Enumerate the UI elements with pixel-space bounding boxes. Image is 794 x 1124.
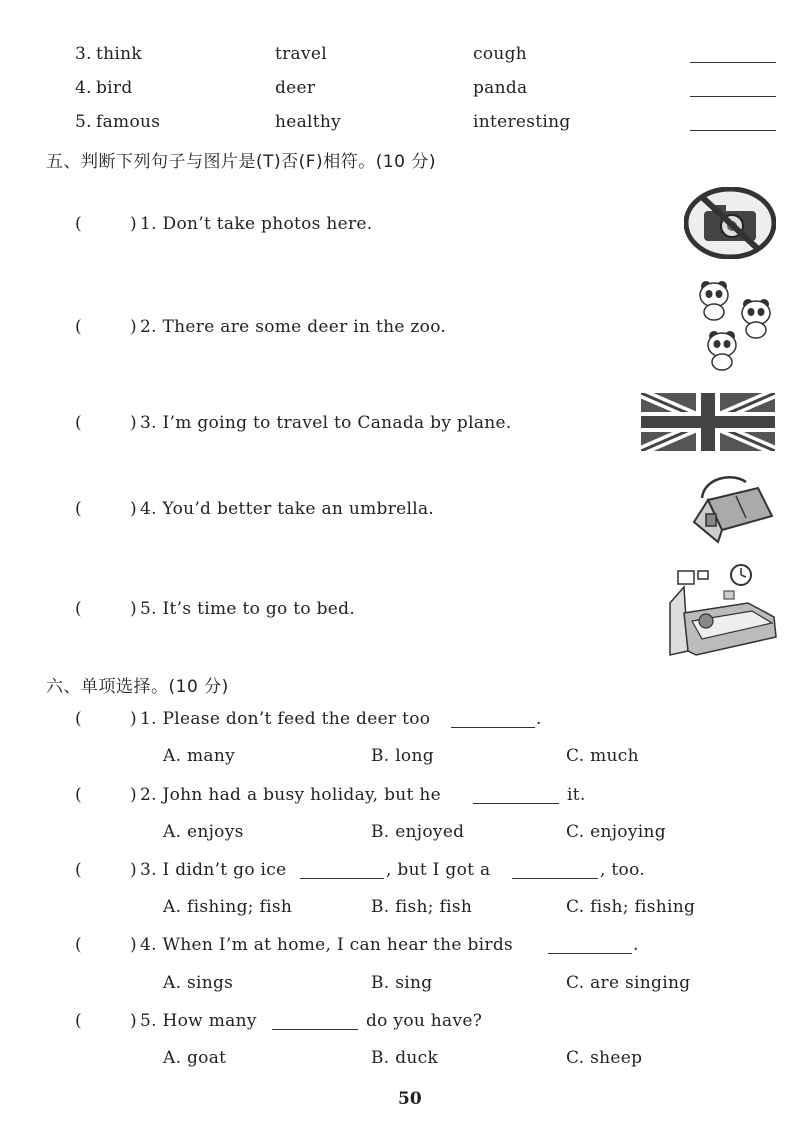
answer-slot[interactable] — [86, 1007, 128, 1033]
row-number: 5. — [75, 112, 92, 132]
word: travel — [275, 44, 327, 64]
close-paren: ) — [130, 860, 137, 880]
answer-blank[interactable] — [690, 62, 776, 63]
answer-blank[interactable] — [512, 878, 598, 879]
answer-slot[interactable] — [86, 210, 128, 236]
close-paren: ) — [130, 214, 137, 234]
close-paren: ) — [130, 413, 137, 433]
item-text: 2. There are some deer in the zoo. — [140, 317, 447, 337]
option-c[interactable]: C. are singing — [566, 973, 691, 993]
option-c[interactable]: C. enjoying — [566, 822, 666, 842]
answer-slot[interactable] — [86, 495, 128, 521]
open-paren: ( — [75, 413, 82, 433]
option-b[interactable]: B. enjoyed — [371, 822, 465, 842]
option-a[interactable]: A. sings — [163, 973, 234, 993]
answer-slot[interactable] — [86, 781, 128, 807]
option-b[interactable]: B. sing — [371, 973, 433, 993]
word: panda — [473, 78, 528, 98]
question-text: 4. When I’m at home, I can hear the birds — [140, 935, 514, 955]
option-b[interactable]: B. fish; fish — [371, 897, 473, 917]
pandas-icon — [695, 280, 785, 375]
question-text: it. — [567, 785, 586, 805]
option-b[interactable]: B. duck — [371, 1048, 439, 1068]
answer-slot[interactable] — [86, 856, 128, 882]
answer-blank[interactable] — [272, 1029, 358, 1030]
option-c[interactable]: C. much — [566, 746, 639, 766]
close-paren: ) — [130, 499, 137, 519]
option-a[interactable]: A. enjoys — [163, 822, 244, 842]
close-paren: ) — [130, 1011, 137, 1031]
open-paren: ( — [75, 214, 82, 234]
item-text: 4. You’d better take an umbrella. — [140, 499, 435, 519]
no-camera-icon — [684, 187, 776, 259]
word: cough — [473, 44, 528, 64]
answer-blank[interactable] — [690, 96, 776, 97]
item-text: 3. I’m going to travel to Canada by plane. — [140, 413, 512, 433]
answer-blank[interactable] — [300, 878, 384, 879]
question-text: 5. How many — [140, 1011, 257, 1031]
word: healthy — [275, 112, 342, 132]
question-text: . — [536, 709, 542, 729]
open-paren: ( — [75, 860, 82, 880]
option-c[interactable]: C. fish; fishing — [566, 897, 696, 917]
question-text: . — [633, 935, 639, 955]
row-number: 3. — [75, 44, 92, 64]
option-a[interactable]: A. fishing; fish — [163, 897, 293, 917]
question-text: 2. John had a busy holiday, but he — [140, 785, 441, 805]
option-a[interactable]: A. goat — [163, 1048, 227, 1068]
word: bird — [96, 78, 133, 98]
close-paren: ) — [130, 935, 137, 955]
answer-slot[interactable] — [86, 595, 128, 621]
open-paren: ( — [75, 785, 82, 805]
answer-blank[interactable] — [548, 953, 632, 954]
word: think — [96, 44, 142, 64]
answer-slot[interactable] — [86, 931, 128, 957]
open-paren: ( — [75, 317, 82, 337]
answer-blank[interactable] — [690, 130, 776, 131]
open-paren: ( — [75, 935, 82, 955]
row-number: 4. — [75, 78, 92, 98]
question-text: , too. — [600, 860, 646, 880]
question-text: do you have? — [366, 1011, 483, 1031]
open-paren: ( — [75, 599, 82, 619]
page-number: 50 — [398, 1089, 422, 1109]
close-paren: ) — [130, 317, 137, 337]
item-text: 1. Don’t take photos here. — [140, 214, 373, 234]
answer-blank[interactable] — [451, 727, 535, 728]
answer-slot[interactable] — [86, 409, 128, 435]
question-text: , but I got a — [386, 860, 491, 880]
answer-slot[interactable] — [86, 313, 128, 339]
question-text: 1. Please don’t feed the deer too — [140, 709, 431, 729]
uk-flag-icon — [641, 393, 775, 451]
answer-blank[interactable] — [473, 803, 559, 804]
close-paren: ) — [130, 709, 137, 729]
question-text: 3. I didn’t go ice — [140, 860, 287, 880]
word: famous — [96, 112, 161, 132]
bag-icon — [688, 470, 776, 546]
bedroom-icon — [668, 563, 778, 657]
option-c[interactable]: C. sheep — [566, 1048, 643, 1068]
close-paren: ) — [130, 785, 137, 805]
section5-title: 五、判断下列句子与图片是(T)否(F)相符。(10 分) — [46, 152, 436, 172]
item-text: 5. It’s time to go to bed. — [140, 599, 356, 619]
word: deer — [275, 78, 316, 98]
open-paren: ( — [75, 499, 82, 519]
option-a[interactable]: A. many — [163, 746, 235, 766]
open-paren: ( — [75, 709, 82, 729]
open-paren: ( — [75, 1011, 82, 1031]
option-b[interactable]: B. long — [371, 746, 434, 766]
answer-slot[interactable] — [86, 705, 128, 731]
section6-title: 六、单项选择。(10 分) — [46, 677, 229, 697]
close-paren: ) — [130, 599, 137, 619]
word: interesting — [473, 112, 571, 132]
